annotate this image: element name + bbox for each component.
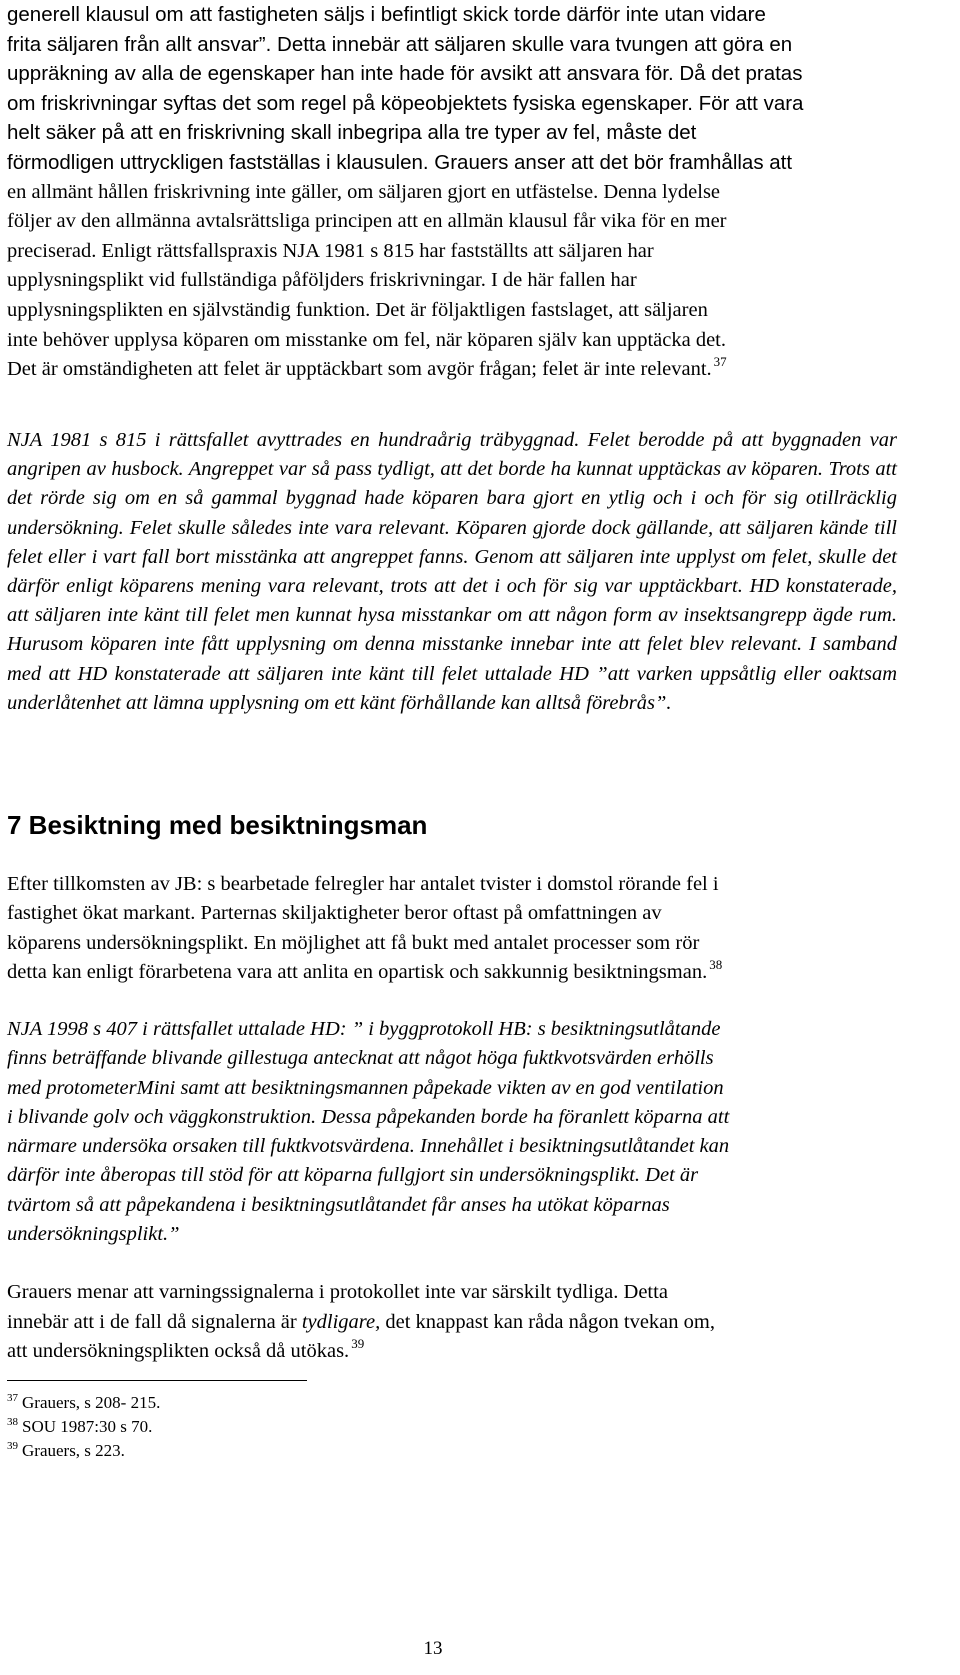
footnote-38 (7, 1417, 152, 1437)
p1-line-4: om friskrivningar syftas det som regel på köpeobjektets fysiska egenskaper. För att vara (7, 91, 804, 115)
page-number: 13 (423, 1638, 443, 1659)
p3-line-3 (7, 1337, 897, 1368)
p2-line-3: köparens undersökningsplikt. En möjlighet att få bukt med antalet processer som rör (7, 931, 700, 954)
p3-line-2-before: innebär att i de fall då signalerna är (7, 1310, 302, 1333)
footnote-37-text: Grauers, s 208- 215. (22, 1393, 161, 1412)
quote-1-text: NJA 1981 s 815 i rättsfallet avyttrades en hundraårig träbyggnad. Felet berodde på att byggnaden var angripen av husbock. Angreppet var så pass tydligt, att det borde ha kunnat upptäckas av köparen. Trots att det rörde sig om en så gammal byggnad hade köparen bara gjort en ytlig och i och för sig otillräcklig undersökning. Felet skulle således inte vara relevant. Köparen gjorde dock gällande, att säljaren kände till felet eller i vart fall bort misstänka att angreppet fanns. Genom att säljaren inte upplyst om felet, skulle det därför enligt köparens mening vara relevant, trots att det i och för sig var upptäckbart. HD konstaterade, att säljaren inte känt till felet men kunnat hysa misstankar om att någon form av insektsangrepp ägde rum. Hurusom köparen inte fått upplysning om denna misstanke innebar inte att felet blev relevant. I samband med att HD konstaterade att säljaren inte känt till felet uttalade HD ”att varken uppsåtlig eller oaktsam underlåtenhet att lämna upplysning om ett känt förhållande kan alltså förebrås”. (7, 429, 897, 714)
footnote-39-number: 39 (7, 1440, 18, 1452)
quote-1 (7, 426, 897, 718)
p1-line-11: upplysningsplikten en självständig funktion. Det är följaktligen fastslaget, att säljaren (7, 298, 708, 321)
p1-line-12: inte behöver upplysa köparen om misstanke om fel, när köparen själv kan upptäcka det. (7, 328, 726, 351)
p2-line-4-text: detta kan enligt förarbetena vara att anlita en opartisk och sakkunnig besiktningsman. (7, 961, 708, 984)
p3-line-2-italic: tydligare, (301, 1310, 381, 1333)
footnote-ref-39[interactable]: 39 (351, 1336, 365, 1351)
quote-2 (7, 1015, 897, 1249)
p1-line-2: frita säljaren från allt ansvar”. Detta innebär att säljaren skulle vara tvungen att göra en (7, 32, 793, 56)
footnote-ref-37[interactable]: 37 (713, 354, 727, 370)
p2-line-1: Efter tillkomsten av JB: s bearbetade felregler har antalet tvister i domstol rörande fel i (7, 873, 719, 895)
p3-line-1: Grauers menar att varningssignalerna i protokollet inte var särskilt tydliga. Detta (7, 1281, 668, 1303)
p3-line-3-text: att undersökningsplikten också då utökas. (7, 1340, 350, 1362)
footnote-37-number: 37 (7, 1392, 18, 1404)
footnote-divider (7, 1380, 307, 1381)
footnote-ref-38[interactable]: 38 (709, 957, 723, 973)
footnote-38-text: SOU 1987:30 s 70. (22, 1417, 153, 1436)
p1-line-1: generell klausul om att fastigheten säljs i befintligt skick torde därför inte utan vidare (7, 3, 766, 26)
p1-line-7: en allmänt hållen friskrivning inte gäller, om säljaren gjort en utfästelse. Denna lydelse (7, 180, 721, 203)
q2-line-8: undersökningsplikt.” (7, 1223, 180, 1246)
p1-line-5: helt säker på att en friskrivning skall inbegripa alla tre typer av fel, måste det (7, 121, 697, 145)
q2-line-1: NJA 1998 s 407 i rättsfallet uttalade HD: ” i byggprotokoll HB: s besiktningsutlåtande (7, 1018, 721, 1040)
p3-line-2-after: det knappast kan råda någon tvekan om, (380, 1310, 715, 1333)
section-heading: 7 Besiktning med besiktningsman (7, 810, 428, 840)
p2-line-4 (7, 958, 897, 988)
p1-line-8: följer av den allmänna avtalsrättsliga principen att en allmän klausul får vika för en mer (7, 210, 727, 233)
p3-line-2 (7, 1308, 897, 1338)
p1-line-3: uppräkning av alla de egenskaper han inte hade för avsikt att ansvara för. Då det pratas (7, 62, 803, 86)
q2-line-6: därför inte åberopas till stöd för att köparna fullgjort sin undersökningsplikt. Det är (7, 1164, 699, 1187)
q2-line-4: i blivande golv och väggkonstruktion. Dessa påpekanden borde ha föranlett köparna att (7, 1105, 730, 1128)
paragraph-1 (7, 0, 897, 386)
footnote-39 (7, 1441, 125, 1461)
p1-line-10: upplysningsplikt vid fullständiga påföljders friskrivningar. I de här fallen har (7, 269, 637, 292)
q2-line-3: med protometerMini samt att besiktningsmannen påpekade vikten av en god ventilation (7, 1076, 724, 1099)
p1-line-6: förmodligen uttryckligen fastställas i klausulen. Grauers anser att det bör framhållas att (7, 150, 793, 174)
footnote-37 (7, 1393, 160, 1413)
p1-line-9: preciserad. Enligt rättsfallspraxis NJA 1981 s 815 har fastställts att säljaren har (7, 239, 654, 262)
footnote-39-text: Grauers, s 223. (22, 1441, 125, 1460)
paragraph-3 (7, 1278, 897, 1368)
q2-line-5: närmare undersöka orsaken till fuktkvotsvärdena. Innehållet i besiktningsutlåtandet kan (7, 1135, 730, 1158)
q2-line-7: tvärtom så att påpekandena i besiktningsutlåtandet får anses ha utökat köparnas (7, 1193, 670, 1216)
paragraph-2 (7, 870, 897, 989)
p1-line-13 (7, 355, 897, 386)
p1-line-13-text: Det är omständigheten att felet är upptäckbart som avgör frågan; felet är inte relevant. (7, 358, 712, 381)
q2-line-2: finns beträffande blivande gillestuga antecknat att något höga fuktkvotsvärden erhölls (7, 1047, 714, 1070)
p2-line-2: fastighet ökat markant. Parternas skiljaktigheter beror oftast på omfattningen av (7, 902, 662, 925)
footnote-38-number: 38 (7, 1416, 18, 1428)
